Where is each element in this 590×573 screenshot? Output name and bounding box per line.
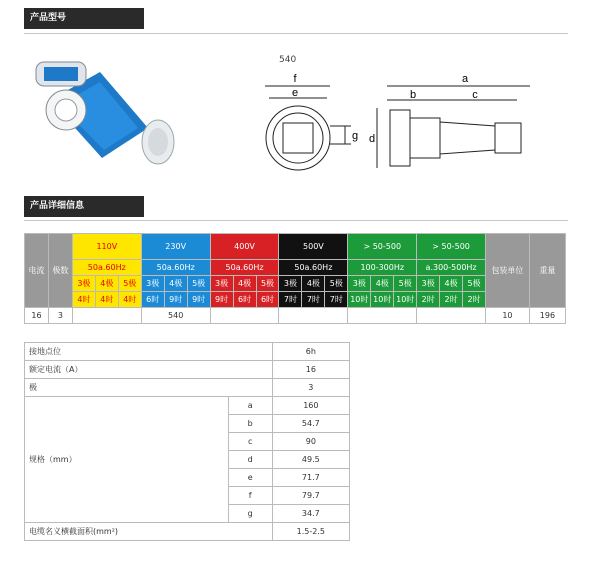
hour-label: 7时 [302, 292, 325, 308]
size-value: 71.7 [272, 469, 349, 487]
hour-label: 10时 [394, 292, 417, 308]
ground-value: 6h [272, 343, 349, 361]
pole-label: 4极 [233, 276, 256, 292]
pole-label: 3极 [141, 276, 164, 292]
poles-label: 极 [25, 379, 273, 397]
pole-label: 3极 [72, 276, 95, 292]
hour-label: 7时 [325, 292, 348, 308]
row-model: 540 [141, 308, 210, 324]
freq-50-500-a: 100-300Hz [348, 260, 417, 276]
hour-label: 10时 [348, 292, 371, 308]
voltage-50-500-a: > 50-500 [348, 234, 417, 260]
rated-current-label: 额定电流（A） [25, 361, 273, 379]
pole-label: 3极 [210, 276, 233, 292]
hour-label: 6时 [141, 292, 164, 308]
size-value: 90 [272, 433, 349, 451]
row-pack-unit: 10 [486, 308, 530, 324]
dim-label-c: c [472, 89, 478, 101]
hour-label: 9时 [210, 292, 233, 308]
socket-face [46, 90, 86, 130]
divider [24, 33, 568, 34]
pole-label: 5极 [325, 276, 348, 292]
pole-label: 4极 [164, 276, 187, 292]
size-key: f [228, 487, 272, 505]
pole-label: 4极 [302, 276, 325, 292]
rated-current-value: 16 [272, 361, 349, 379]
poles-value: 3 [272, 379, 349, 397]
freq-50-500-b: a.300-500Hz [417, 260, 486, 276]
cable-label: 电缆名义横截面积(mm²) [25, 523, 273, 541]
hour-label: 2时 [463, 292, 486, 308]
dim-label-d: d [369, 133, 376, 145]
freq-110v: 50a.60Hz [72, 260, 141, 276]
size-key: d [228, 451, 272, 469]
hour-label: 9时 [187, 292, 210, 308]
pole-label: 3极 [279, 276, 302, 292]
socket-product-image [30, 50, 180, 170]
hour-label: 7时 [279, 292, 302, 308]
size-key: b [228, 415, 272, 433]
hour-label: 4时 [72, 292, 95, 308]
size-value: 34.7 [272, 505, 349, 523]
voltage-110v: 110V [72, 234, 141, 260]
pole-label: 4极 [371, 276, 394, 292]
size-value: 79.7 [272, 487, 349, 505]
front-view [265, 86, 351, 170]
size-key: a [228, 397, 272, 415]
voltage-500v: 500V [279, 234, 348, 260]
dim-label-a: a [461, 73, 469, 85]
row-weight: 196 [529, 308, 565, 324]
size-value: 49.5 [272, 451, 349, 469]
size-key: g [228, 505, 272, 523]
voltage-50-500-b: > 50-500 [417, 234, 486, 260]
header-pack-unit: 包装单位 [486, 234, 530, 308]
pole-label: 5极 [256, 276, 279, 292]
voltage-400v: 400V [210, 234, 279, 260]
pole-label: 5极 [187, 276, 210, 292]
hour-label: 2时 [417, 292, 440, 308]
dim-label-g: g [352, 130, 359, 142]
socket-lid [36, 62, 86, 86]
hour-label: 6时 [256, 292, 279, 308]
section-title-product-details: 产品详细信息 [24, 196, 144, 217]
drawing-model-number: 540 [279, 55, 297, 65]
hour-label: 2时 [440, 292, 463, 308]
hour-label: 4时 [95, 292, 118, 308]
hour-label: 4时 [118, 292, 141, 308]
dimension-drawing [255, 68, 555, 183]
freq-500v: 50a.60Hz [279, 260, 348, 276]
size-label: 规格（mm） [25, 397, 229, 523]
freq-400v: 50a.60Hz [210, 260, 279, 276]
divider [24, 220, 568, 221]
size-key: c [228, 433, 272, 451]
pole-label: 4极 [95, 276, 118, 292]
hour-label: 10时 [371, 292, 394, 308]
ground-label: 接地点位 [25, 343, 273, 361]
section-title-product-model: 产品型号 [24, 8, 144, 29]
row-current: 16 [25, 308, 49, 324]
freq-230v: 50a.60Hz [141, 260, 210, 276]
side-view [377, 86, 530, 168]
voltage-230v: 230V [141, 234, 210, 260]
dim-label-e: e [291, 87, 299, 99]
hour-label: 6时 [233, 292, 256, 308]
pole-label: 5极 [463, 276, 486, 292]
pole-label: 4极 [440, 276, 463, 292]
spec-table [24, 233, 566, 324]
cable-value: 1.5-2.5 [272, 523, 349, 541]
row-poles: 3 [48, 308, 72, 324]
header-weight: 重量 [529, 234, 565, 308]
hour-label: 9时 [164, 292, 187, 308]
size-key: e [228, 469, 272, 487]
pole-label: 5极 [118, 276, 141, 292]
dim-label-b: b [409, 89, 417, 101]
parameter-table [24, 342, 350, 541]
header-current: 电流 [25, 234, 49, 308]
pole-label: 3极 [417, 276, 440, 292]
pole-label: 5极 [394, 276, 417, 292]
size-value: 160 [272, 397, 349, 415]
pole-label: 3极 [348, 276, 371, 292]
header-poles: 极数 [48, 234, 72, 308]
size-value: 54.7 [272, 415, 349, 433]
dim-label-f: f [293, 73, 297, 85]
